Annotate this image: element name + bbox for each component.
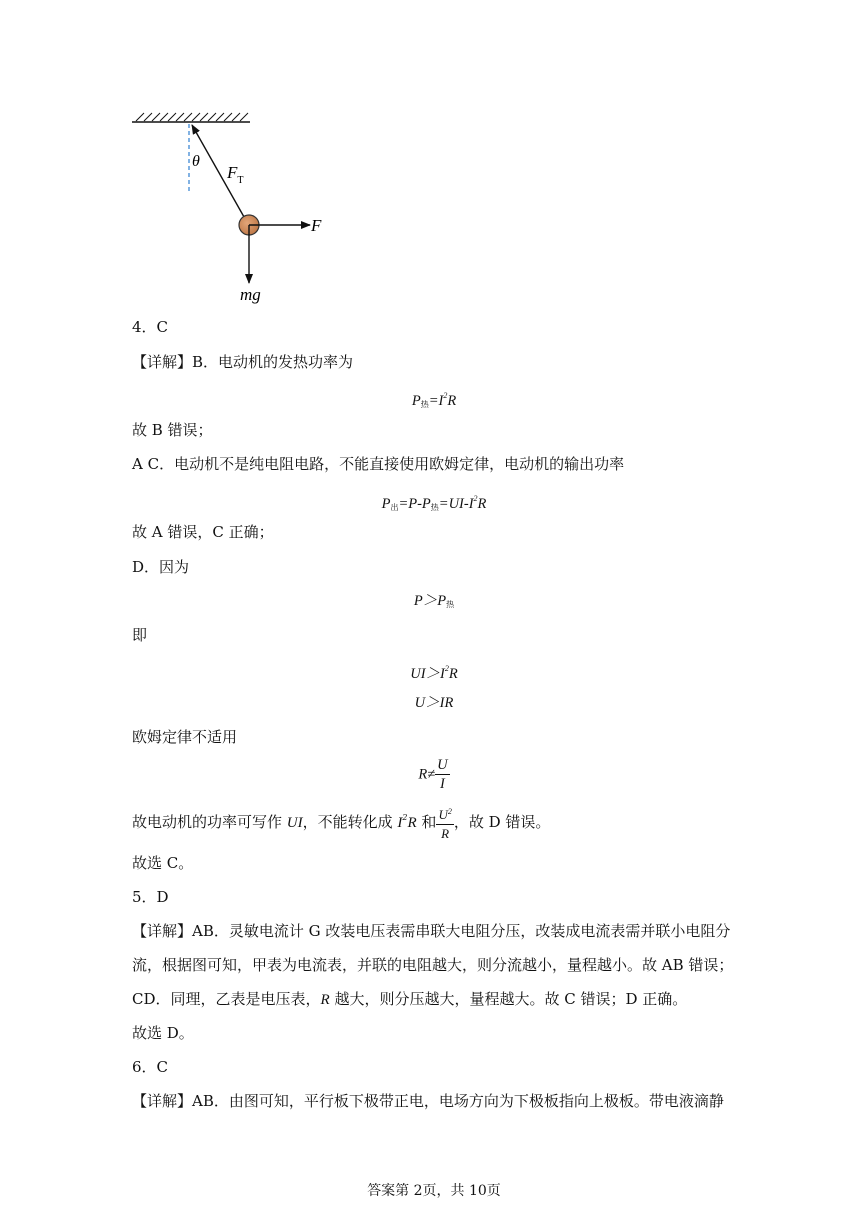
q4-line-7: 欧姆定律不适用 bbox=[132, 728, 238, 746]
pendulum-force-diagram bbox=[120, 100, 340, 310]
q4-heading: 4．C bbox=[132, 318, 169, 336]
q4-equation-4: $UI>I^2R$ bbox=[410, 664, 458, 682]
ceiling-hatch bbox=[132, 113, 250, 122]
q4-line-6: 即 bbox=[132, 626, 148, 644]
q6-line-1: 【详解】AB．由图可知，平行板下极带正电，电场方向为下极板指向上极板。带电液滴静 bbox=[132, 1092, 724, 1110]
q4-line-9: 故选 C。 bbox=[132, 854, 194, 872]
q4-line-2: 故 B 错误； bbox=[132, 421, 213, 439]
f-label: F bbox=[311, 216, 322, 235]
page-footer: 答案第 2页，共 10页 bbox=[367, 1183, 501, 1199]
q4-line-5: D．因为 bbox=[132, 558, 190, 576]
ft-label: $F_T$ bbox=[227, 163, 244, 186]
q4-equation-3: $P>P_热$ bbox=[413, 593, 455, 609]
q6-heading: 6．C bbox=[132, 1058, 169, 1076]
q4-equation-2: $P_出=P-P_热=UI-I^2R$ bbox=[381, 494, 487, 512]
q4-line-1: 【详解】B．电动机的发热功率为 bbox=[132, 353, 354, 371]
theta-label: θ bbox=[192, 153, 200, 170]
q4-line-4: 故 A 错误，C 正确； bbox=[132, 523, 274, 541]
q5-line-2: 流，根据图可知，甲表为电流表，并联的电阻越大，则分流越小，量程越小。故 AB 错误； bbox=[132, 956, 734, 974]
q4-line-8: 故电动机的功率可写作 UI，不能转化成 $I^2R$ 和 $\frac{U^2}{R}$ ，故 D 错误。 bbox=[132, 803, 550, 843]
q4-line-3: A C．电动机不是纯电阻电路，不能直接使用欧姆定律，电动机的输出功率 bbox=[132, 455, 625, 473]
q5-line-1: 【详解】AB．灵敏电流计 G 改装电压表需串联大电阻分压，改装成电流表需并联小电阻分 bbox=[132, 922, 731, 940]
q4-equation-1: $P_热=I^2R$ bbox=[411, 391, 457, 409]
q5-heading: 5．D bbox=[132, 888, 169, 906]
q4-equation-5: U＞IR bbox=[414, 695, 454, 711]
mg-label: mg bbox=[240, 285, 261, 304]
q5-line-3: CD．同理，乙表是电压表，R 越大，则分压越大，量程越大。故 C 错误；D 正确。 bbox=[132, 990, 688, 1008]
q5-line-4: 故选 D。 bbox=[132, 1024, 194, 1042]
q4-equation-6: R≠ $\frac{U}{I}$ bbox=[418, 757, 448, 792]
